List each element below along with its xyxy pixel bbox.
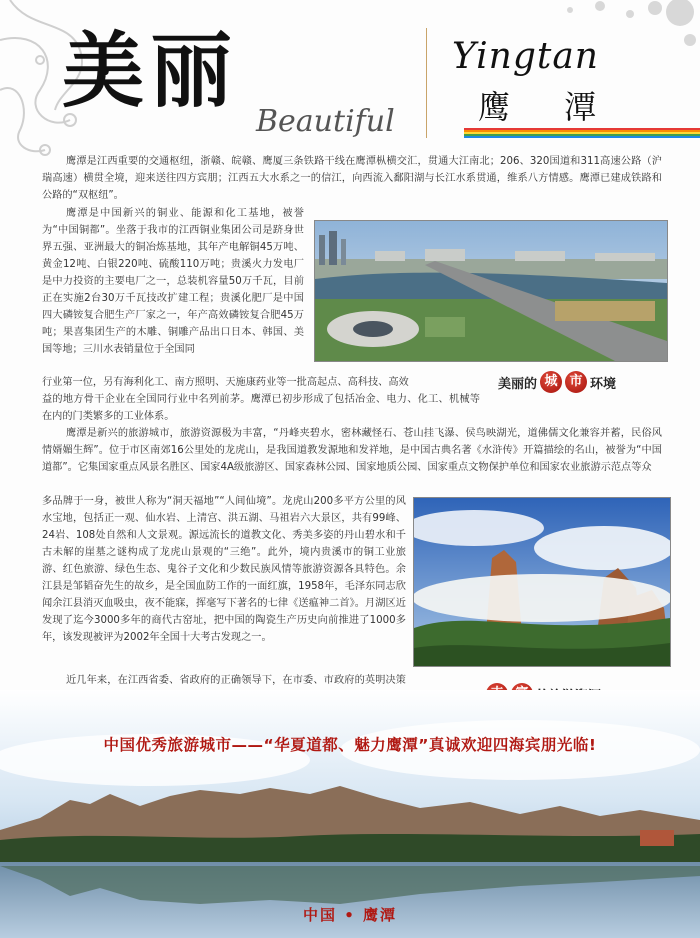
paragraph-industry: 鹰潭是中国新兴的铜业、能源和化工基地，被誉为“中国铜都”。坐落于我市的江西铜业集团公司是跻身世界五强、亚洲最大的铜冶炼基地，其年产电解铜45万吨、黄金12吨、白银220吨、硫酸110万吨；贵溪火力发电厂是中力投资的主要电厂之一，总装机容量50万千瓦，目前正在实施2台30万千瓦技改扩建工程；贵溪化肥厂是中国四大磷铵复合肥生产厂家之一，年产高效磷铵复合肥45万吨；果喜集团生产的木雕、铜雕产品出口日本、韩国、美国等地；三川水表销量位于全国同 [42, 208, 304, 355]
caption-badge-char: 城 [540, 371, 562, 393]
caption-city-environment [498, 371, 616, 393]
footer-location: 中国 • 鹰潭 [302, 906, 398, 924]
paragraph-industry-cont-2: 益的地方骨干企业在全国同行业中名列前茅。鹰潭已初步形成了包括冶金、电力、化工、机械等在内的门类繁多的工业体系。 [42, 394, 480, 422]
caption-badge-char: 市 [565, 371, 587, 393]
city-name-chinese: 鹰 潭 [478, 88, 619, 126]
lake-mountain-landscape [0, 690, 700, 938]
city-name-english: Yingtan [452, 36, 599, 77]
page-title-english: Beautiful [256, 104, 395, 139]
welcome-slogan: 中国优秀旅游城市——“华夏道都、魅力鹰潭”真诚欢迎四海宾朋光临! [103, 736, 597, 754]
city-aerial-photo [314, 220, 668, 362]
paragraph-industry-cont-1: 行业第一位，另有海利化工、南方照明、天施康药业等一批高起点、高科技、高效 [42, 377, 409, 388]
caption-text-post: 环境 [590, 376, 617, 392]
paragraph-development: 近几年来，在江西省委、省政府的正确领导下，在市委、市政府的英明决策 [66, 675, 406, 686]
caption-text-pre: 美丽的 [498, 376, 538, 392]
paragraph-tourism: 鹰潭是新兴的旅游城市，旅游资源极为丰富，“丹峰夹碧水，密林藏怪石、苍山挂飞瀑、侯鸟映湖光，道佛儒文化兼容并蓄，民俗风情婿媚生辉”。位于市区南郊16公里处的龙虎山，是我国道教发源地和发祥地，是中国古典名著《水浒传》开篇描绘的名山，被誉为“中国道都”。它集国家重点风景名胜区、国家4A级旅游区、国家森林公园、国家地质公园、国家重点文物保护单位和国家农业旅游示范点等众 [42, 428, 662, 473]
rainbow-stripe-decoration [464, 128, 700, 138]
header-divider [426, 28, 427, 138]
paragraph-tourism-cont: 多品牌于一身，被世人称为“洞天福地”“人间仙境”。龙虎山200多平方公里的风水宝地，包括正一观、仙水岩、上清宫、洪五湖、马祖岩六大景区，共有99峰、24岩、108处自然和人文景观。源远流长的道教文化、秀美多姿的丹山碧水和千古未解的崖墓之谜构成了龙虎山景观的“三绝”。此外，境内贵溪市的铜工业旅游、红色旅游、绿色生态、鬼谷子文化和少数民族风情等旅游资源各具特色。余江县是邹韬奋先生的故乡，是全国血防工作的一面红旗，1958年，毛泽东同志欣闻余江县消灭血吸虫，夜不能寐，挥毫写下著名的七律《送瘟神二首》。月湖区近发现了迄今3000多年的商代古窑址，把中国的陶瓷生产历史向前推进了1000多年，该发现被评为2002年全国十大考古发现之一。 [42, 496, 406, 643]
mountain-peaks-photo [413, 497, 671, 667]
paragraph-transport: 鹰潭是江西重要的交通枢纽，浙赣、皖赣、鹰厦三条铁路干线在鹰潭枞横交汇，贯通大江南北；206、320国道和311高速公路（沪瑞高速）横贯全境，迎来送往四方宾朋；江西五大水系之一的信江，向西流入鄱阳湖与长江水系贯通，维系八方情感。鹰潭已建成铁路和公路的“双枢纽”。 [42, 156, 662, 201]
page-title-chinese: 美丽 [62, 23, 239, 119]
